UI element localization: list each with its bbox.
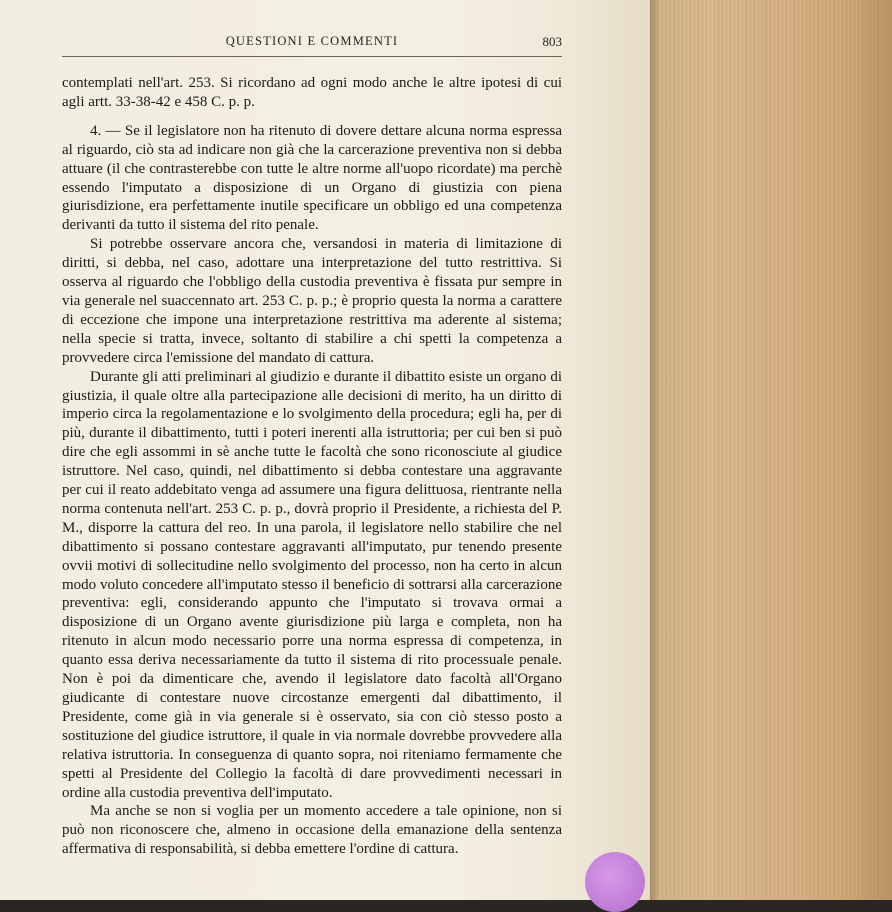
fingertip — [585, 852, 645, 912]
paragraph: Ma anche se non si voglia per un momento accedere a tale opinione, non si può non riconoscere che, almeno in occasione della emanazione della sentenza affermativa di responsabilità, si debba emettere l'ordine di cattura. — [62, 803, 562, 858]
gutter-shadow — [650, 0, 660, 900]
running-header — [62, 34, 562, 57]
body-text — [62, 74, 562, 859]
book-page-edges — [650, 0, 892, 900]
paragraph-continuation: contemplati nell'art. 253. Si ricordano ad ogni modo anche le altre ipotesi di cui agli artt. 33-38-42 e 458 C. p. p. — [62, 75, 562, 110]
paragraph: Durante gli atti preliminari al giudizio e durante il dibattito esiste un organo di giustizia, il quale oltre alla partecipazione alle decisioni di merito, ha un diritto di imperio circa la regolamentazione e lo svolgimento della procedura; egli ha, per di più, durante il dibattimento, tutti i poteri inerenti alla istruttoria; per cui ben si può dire che egli assommi in sè anche tutte le facoltà che sono riconosciute al giudice istruttore. Nel caso, quindi, nel dibattimento si debba contestare una aggravante per cui il reato addebitato venga ad assumere una figura delittuosa, rientrante nella norma contenuta nell'art. 253 C. p. p., dovrà proprio il Presidente, a richiesta del P. M., disporre la cattura del reo. In una parola, il legislatore nello stabilire che nel dibattimento si possano contestare aggravanti all'imputato, pur tenendo presente ovvii motivi di sollecitudine nello svolgimento del processo, non ha certo in alcun modo voluto concedere all'imputato stesso il beneficio di sottrarsi alla carcerazione preventiva: egli, considerando appunto che l'imputato si trovava ormai a disposizione di un Organo avente giurisdizione più larga e completa, non ha ritenuto in alcun modo necessario porre una norma espressa di competenza, in quanto essa deriva necessariamente da tutto il sistema di rito processuale penale. Non è poi da dimenticare che, avendo il legislatore dato facoltà all'Organo giudicante di contestare nuove circostanze emergenti dal dibattimento, il Presidente, come già in via generale si è osservato, sia con ciò stesso posto a sostituzione del giudice istruttore, il quale in via normale dovrebbe provvedere alla relativa istruttoria. In conseguenza di quanto sopra, noi riteniamo fermamente che spetti al Presidente del Collegio la facoltà di dare provvedimenti necessari in ordine alla custodia preventiva dell'imputato. — [62, 368, 562, 801]
paragraph: Si potrebbe osservare ancora che, versandosi in materia di limitazione di diritti, si debba, nel caso, adottare una interpretazione del tutto restrittiva. Si osserva al riguardo che l'obbligo della custodia preventiva è fissata pur sempre in via generale nel suaccennato art. 253 C. p. p.; è proprio questa la norma a carattere di eccezione che impone una interpretazione restrittiva ma aderente al sistema; nella specie si tratta, invece, soltanto di stabilire a chi spetti la competenza a provvedere circa l'emissione del mandato di cattura. — [62, 236, 562, 366]
running-title: QUESTIONI E COMMENTI — [225, 34, 399, 48]
page-number: 803 — [542, 34, 562, 49]
paragraph-section-4: 4. — Se il legislatore non ha ritenuto di dovere dettare alcuna norma espressa al riguardo, ciò sta ad indicare non già che la carcerazione preventiva non si debba attuare (il che contrasterebbe con tutte le altre norme all'uopo ricordate) ma perchè essendo l'imputato a disposizione di un Organo di giustizia con piena giurisdizione, era perfettamente inutile specificare un obbligo ed una competenza derivanti da tutto il sistema del rito penale. — [62, 122, 562, 234]
